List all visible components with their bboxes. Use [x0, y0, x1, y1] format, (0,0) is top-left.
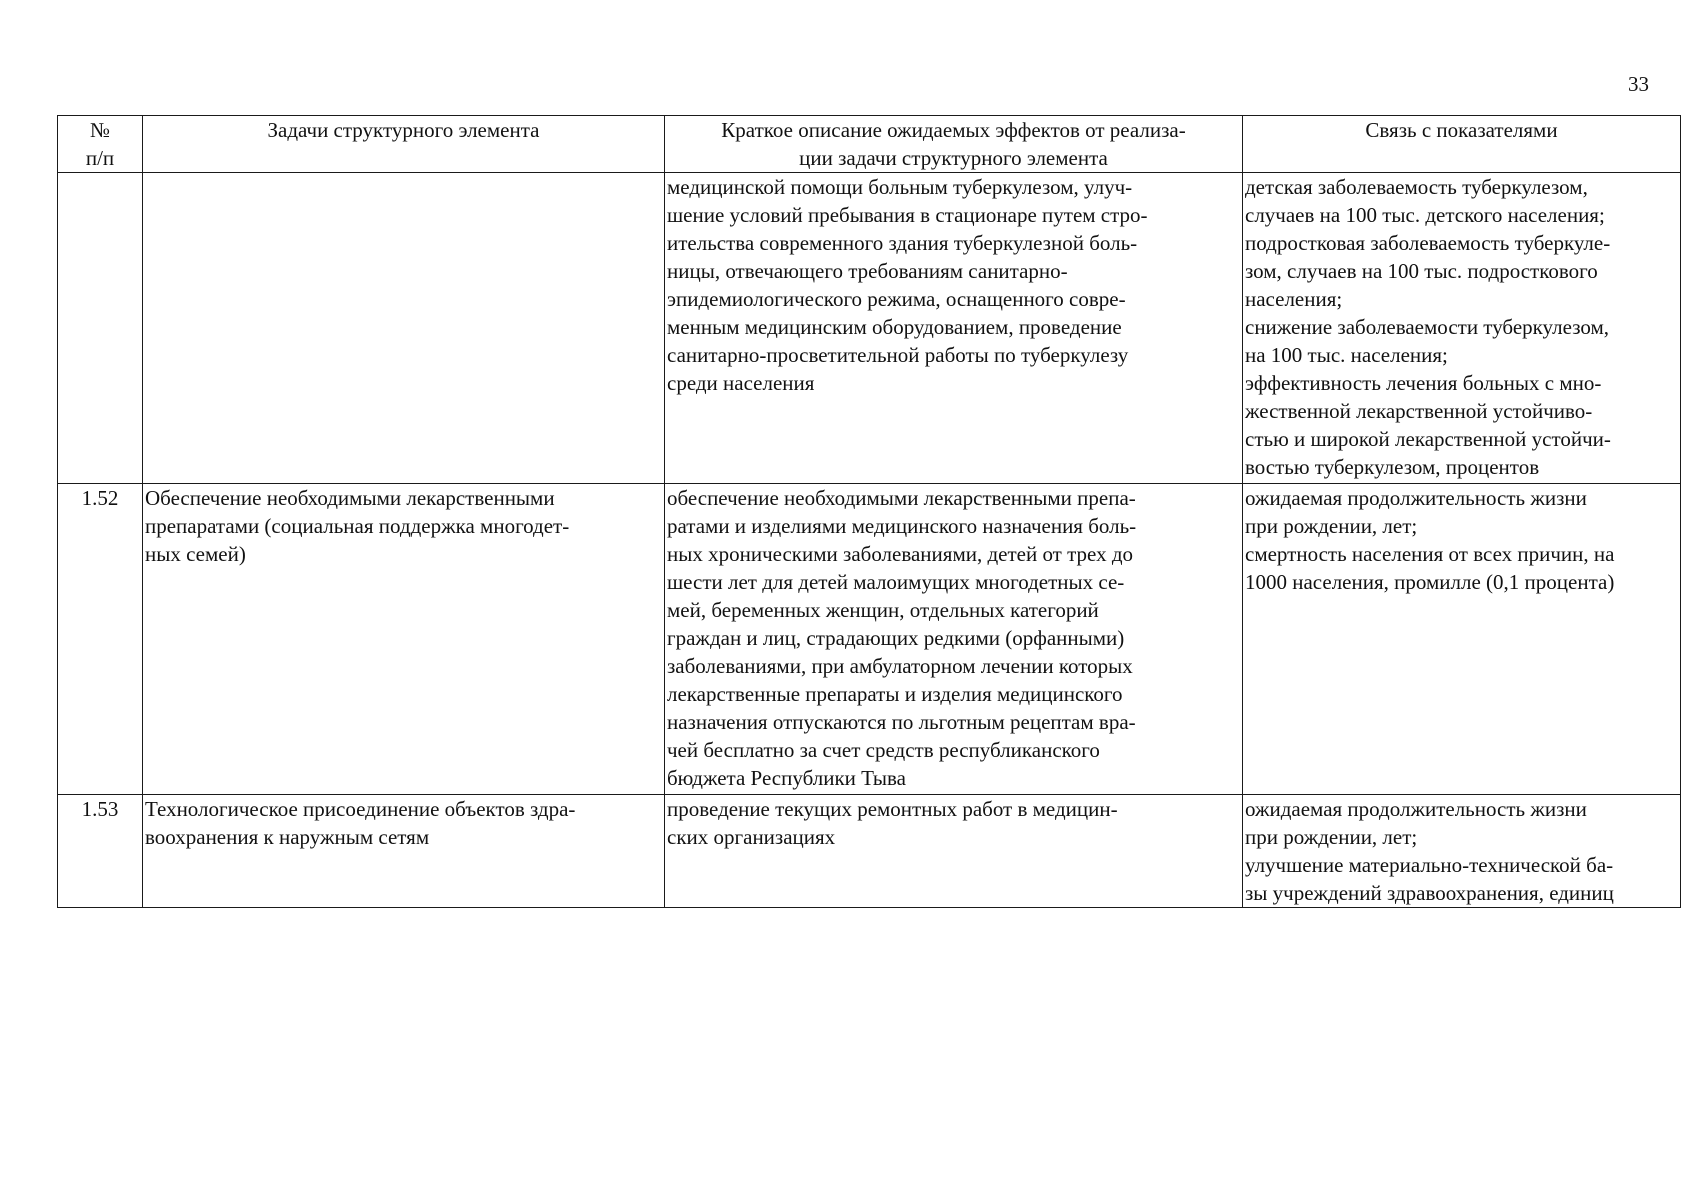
row-number: 1.53	[58, 795, 143, 908]
table-row	[58, 173, 1681, 484]
header-number: № п/п	[58, 116, 143, 173]
row-indicators: ожидаемая продолжительность жизни при рождении, лет; улучшение материально-технической ба- зы учреждений здравоохранения, единиц	[1243, 795, 1681, 908]
row-indicators: ожидаемая продолжительность жизни при рождении, лет; смертность населения от всех причин, на 1000 населения, промилле (0,1 процента)	[1243, 484, 1681, 795]
header-description: Краткое описание ожидаемых эффектов от реализа- ции задачи структурного элемента	[665, 116, 1243, 173]
row-indicators: детская заболеваемость туберкулезом, случаев на 100 тыс. детского населения; подростковая заболеваемость туберкуле- зом, случаев на 100 тыс. подросткового населения; снижение заболеваемости туберкулезом, на 100 тыс. населения; эффективность лечения больных с мно- жественной лекарственной устойчиво- стью и широкой лекарственной устойчи- востью туберкулезом, процентов	[1243, 173, 1681, 484]
indicators-table	[57, 115, 1681, 908]
row-number: 1.52	[58, 484, 143, 795]
table-row	[58, 795, 1681, 908]
page-number: 33	[1628, 72, 1649, 96]
row-description: проведение текущих ремонтных работ в медицин- ских организациях	[665, 795, 1243, 908]
row-number	[58, 173, 143, 484]
table-row	[58, 484, 1681, 795]
table-header-row	[58, 116, 1681, 173]
row-task: Технологическое присоединение объектов здра- воохранения к наружным сетям	[143, 795, 665, 908]
row-task: Обеспечение необходимыми лекарственными препаратами (социальная поддержка многодет- ных семей)	[143, 484, 665, 795]
row-description: медицинской помощи больным туберкулезом, улуч- шение условий пребывания в стационаре путем стро- ительства современного здания туберкулезной боль- ницы, отвечающего требованиям санитарно- эпидемиологического режима, оснащенного совре- менным медицинским оборудованием, проведение санитарно-просветительной работы по туберкулезу среди населения	[665, 173, 1243, 484]
row-task	[143, 173, 665, 484]
header-indicators: Связь с показателями	[1243, 116, 1681, 173]
row-description: обеспечение необходимыми лекарственными препа- ратами и изделиями медицинского назначения боль- ных хроническими заболеваниями, детей от трех до шести лет для детей малоимущих многодетных се- мей, беременных женщин, отдельных категорий граждан и лиц, страдающих редкими (орфанными) заболеваниями, при амбулаторном лечении которых лекарственные препараты и изделия медицинского назначения отпускаются по льготным рецептам вра- чей бесплатно за счет средств республиканского бюджета Республики Тыва	[665, 484, 1243, 795]
header-tasks: Задачи структурного элемента	[143, 116, 665, 173]
